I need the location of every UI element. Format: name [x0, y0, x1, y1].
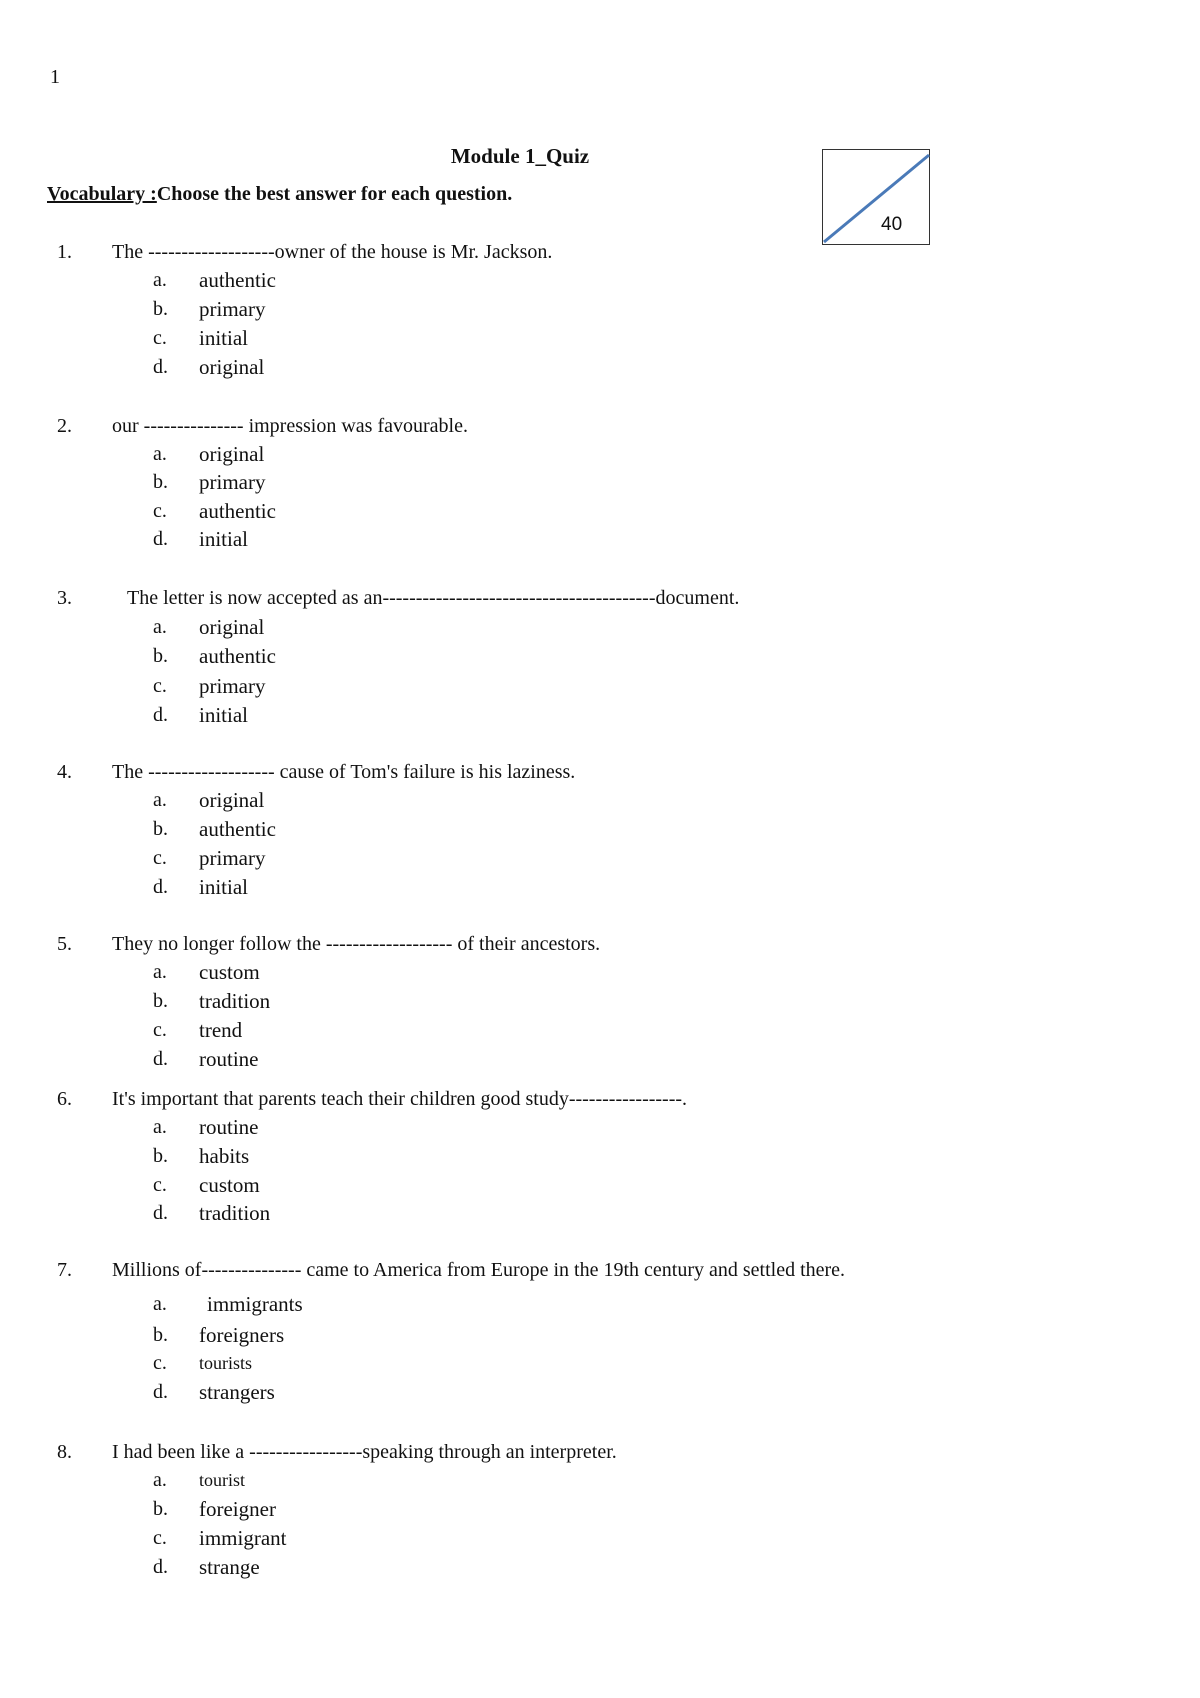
question-number: 1. [57, 241, 72, 263]
option-text: immigrants [207, 1292, 303, 1316]
option-text: authentic [199, 817, 276, 841]
question-text: The ------------------- cause of Tom's failure is his laziness. [112, 761, 576, 783]
option-text: immigrant [199, 1526, 287, 1550]
score-slash [823, 150, 931, 246]
option-text: authentic [199, 268, 276, 292]
option-text: foreigners [199, 1323, 285, 1347]
option-letter: d. [153, 704, 168, 726]
question-text: They no longer follow the ------------------- of their ancestors. [112, 933, 601, 955]
option-letter: c. [153, 327, 167, 349]
page-number: 1 [50, 66, 60, 88]
option-letter: a. [153, 789, 167, 811]
option-letter: d. [153, 1556, 168, 1578]
question-text: It's important that parents teach their children good study-----------------. [112, 1088, 688, 1110]
option-letter: a. [153, 1116, 167, 1138]
question-number: 6. [57, 1088, 72, 1110]
option-letter: c. [153, 847, 167, 869]
question-number: 3. [57, 587, 72, 609]
option-letter: b. [153, 471, 168, 493]
option-text: tourist [199, 1470, 246, 1490]
quiz-title: Module 1_Quiz [450, 144, 590, 168]
option-text: initial [199, 326, 248, 350]
option-letter: b. [153, 298, 168, 320]
option-letter: b. [153, 1498, 168, 1520]
option-text: original [199, 442, 265, 466]
option-letter: a. [153, 1469, 167, 1491]
option-letter: a. [153, 616, 167, 638]
option-text: original [199, 615, 265, 639]
option-text: strangers [199, 1380, 275, 1404]
option-text: authentic [199, 644, 276, 668]
option-text: routine [199, 1115, 259, 1139]
question-number: 5. [57, 933, 72, 955]
option-text: authentic [199, 499, 276, 523]
question-text: The -------------------owner of the house is Mr. Jackson. [112, 241, 553, 263]
option-text: primary [199, 297, 266, 321]
option-letter: b. [153, 1145, 168, 1167]
option-text: primary [199, 846, 266, 870]
option-letter: c. [153, 1174, 167, 1196]
option-text: habits [199, 1144, 250, 1168]
option-letter: b. [153, 1324, 168, 1346]
option-text: initial [199, 527, 248, 551]
option-text: tourists [199, 1353, 253, 1373]
question-number: 8. [57, 1441, 72, 1463]
option-letter: d. [153, 876, 168, 898]
option-text: custom [199, 960, 260, 984]
option-letter: d. [153, 356, 168, 378]
option-text: tradition [199, 989, 271, 1013]
option-letter: d. [153, 1202, 168, 1224]
option-letter: c. [153, 500, 167, 522]
score-total: 40 [881, 214, 903, 235]
option-letter: d. [153, 1048, 168, 1070]
option-letter: c. [153, 1019, 167, 1041]
option-text: primary [199, 470, 266, 494]
option-letter: b. [153, 990, 168, 1012]
section-instruction [47, 183, 512, 206]
option-text: tradition [199, 1201, 271, 1225]
option-letter: c. [153, 1527, 167, 1549]
option-letter: b. [153, 645, 168, 667]
option-letter: a. [153, 269, 167, 291]
option-text: routine [199, 1047, 259, 1071]
question-text: Millions of--------------- came to America from Europe in the 19th century and settled there. [112, 1259, 846, 1281]
option-letter: c. [153, 675, 167, 697]
question-text: our --------------- impression was favourable. [112, 415, 468, 437]
option-text: foreigner [199, 1497, 276, 1521]
option-text: strange [199, 1555, 260, 1579]
option-text: custom [199, 1173, 260, 1197]
option-text: initial [199, 703, 248, 727]
question-text: I had been like a -----------------speaking through an interpreter. [112, 1441, 617, 1463]
question-text: The letter is now accepted as an-----------------------------------------document. [127, 587, 740, 609]
question-number: 7. [57, 1259, 72, 1281]
option-letter: a. [153, 443, 167, 465]
question-number: 2. [57, 415, 72, 437]
score-box [822, 149, 930, 245]
option-text: initial [199, 875, 248, 899]
option-text: original [199, 355, 265, 379]
option-letter: d. [153, 1381, 168, 1403]
option-text: primary [199, 674, 266, 698]
question-number: 4. [57, 761, 72, 783]
option-letter: d. [153, 528, 168, 550]
option-letter: c. [153, 1352, 167, 1374]
section-label: Vocabulary : [47, 183, 157, 205]
instruction-text: Choose the best answer for each question. [156, 183, 513, 205]
option-letter: b. [153, 818, 168, 840]
option-text: original [199, 788, 265, 812]
option-text: trend [199, 1018, 243, 1042]
option-letter: a. [153, 961, 167, 983]
option-letter: a. [153, 1293, 167, 1315]
